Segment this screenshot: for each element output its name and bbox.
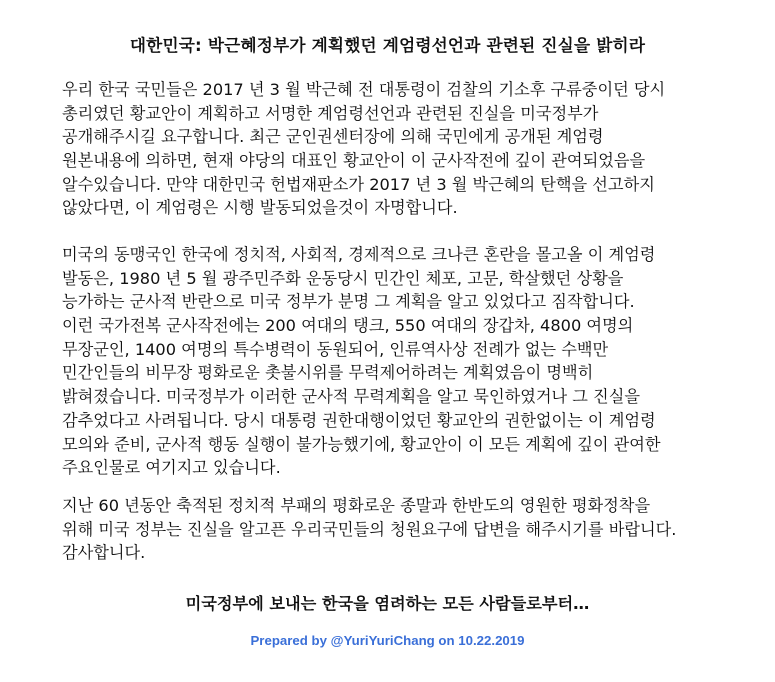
paragraph-line: 총리였던 황교안이 계획하고 서명한 계엄령선언과 관련된 진실을 미국정부가 xyxy=(62,103,599,123)
paragraph-line: 주요인물로 여기지고 있습니다. xyxy=(62,458,281,478)
paragraph-line: 밝혀졌습니다. 미국정부가 이러한 군사적 무력계획을 알고 묵인하였거나 그 진실을 xyxy=(62,387,640,407)
paragraph-2 xyxy=(62,243,752,480)
credit-line: Prepared by @YuriYuriChang on 10.22.2019 xyxy=(250,633,525,648)
paragraph-line: 않았다면, 이 계엄령은 시행 발동되었을것이 자명합니다. xyxy=(62,198,458,218)
paragraph-line: 감추었다고 사려됩니다. 당시 대통령 권한대행이었던 황교안의 권한없이는 이 계엄령 xyxy=(62,410,656,430)
document-title: 대한민국: 박근혜정부가 계획했던 계엄령선언과 관련된 진실을 밝히라 xyxy=(129,36,646,55)
paragraph-line: 무장군인, 1400 여명의 특수병력이 동원되어, 인류역사상 전례가 없는 수백만 xyxy=(62,339,609,359)
paragraph-line: 모의와 준비, 군사적 행동 실행이 불가능했기에, 황교안이 이 모든 계획에 깊이 관여한 xyxy=(62,434,661,454)
paragraph-3 xyxy=(62,494,752,565)
paragraph-line: 감사합니다. xyxy=(62,543,146,563)
paragraph-line: 미국의 동맹국인 한국에 정치적, 사회적, 경제적으로 크나큰 혼란을 몰고올 이 계엄령 xyxy=(62,245,656,264)
paragraph-line: 민간인들의 비무장 평화로운 촛불시위를 무력제어하려는 계획였음이 명백히 xyxy=(62,363,594,383)
paragraph-line: 공개해주시길 요구합니다. 최근 군인권센터장에 의해 국민에게 공개된 계엄령 xyxy=(62,127,604,147)
paragraph-line: 발동은, 1980 년 5 월 광주민주화 운동당시 민간인 체포, 고문, 학살했던 상황을 xyxy=(62,268,624,288)
paragraph-line: 지난 60 년동안 축적된 정치적 부패의 평화로운 종말과 한반도의 영원한 평화정착을 xyxy=(62,496,651,515)
paragraph-line: 원본내용에 의하면, 현재 야당의 대표인 황교안이 이 군사작전에 깊이 관여되었음을 xyxy=(62,151,646,171)
paragraph-line: 능가하는 군사적 반란으로 미국 정부가 분명 그 계획을 알고 있었다고 짐작합니다. xyxy=(62,292,635,312)
closing-signature: 미국정부에 보내는 한국을 염려하는 모든 사람들로부터… xyxy=(185,594,590,613)
paragraph-line: 우리 한국 국민들은 2017 년 3 월 박근혜 전 대통령이 검찰의 기소후 구류중이던 당시 xyxy=(62,80,666,99)
paragraph-1 xyxy=(62,78,752,220)
paragraph-line: 알수있습니다. 만약 대한민국 헌법재판소가 2017 년 3 월 박근혜의 탄핵을 선고하지 xyxy=(62,174,655,194)
paragraph-line: 위해 미국 정부는 진실을 알고픈 우리국민들의 청원요구에 답변을 해주시기를 바랍니다. xyxy=(62,519,677,539)
paragraph-line: 이런 국가전복 군사작전에는 200 여대의 탱크, 550 여대의 장갑차, 4800 여명의 xyxy=(62,316,634,336)
